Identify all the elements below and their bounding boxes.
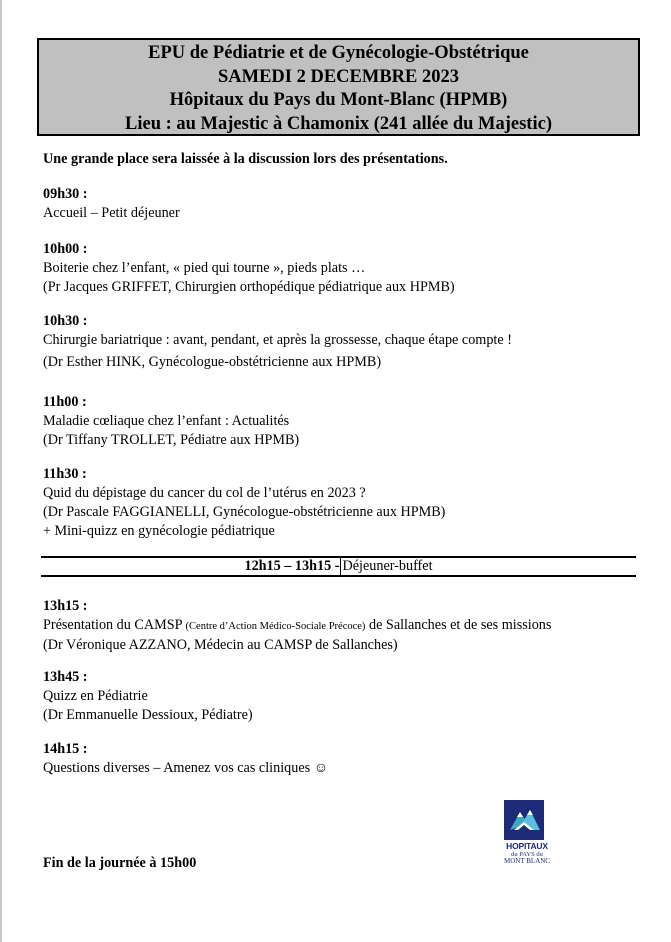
schedule-item	[43, 240, 455, 297]
schedule-item	[43, 465, 445, 541]
schedule-item	[43, 312, 512, 372]
schedule-time: 11h30 :	[43, 466, 87, 482]
schedule-time: 10h30 :	[43, 313, 88, 329]
event-title: EPU de Pédiatrie et de Gynécologie-Obstétrique	[148, 43, 529, 63]
schedule-speaker: (Dr Esther HINK, Gynécologue-obstétricienne aux HPMB)	[43, 354, 382, 370]
schedule-time: 14h15 :	[43, 741, 88, 757]
schedule-title: Quizz en Pédiatrie	[43, 688, 148, 704]
schedule-time: 13h15 :	[43, 598, 88, 614]
schedule-speaker: (Dr Emmanuelle Dessioux, Pédiatre)	[43, 707, 253, 723]
schedule-title: Chirurgie bariatrique : avant, pendant, et après la grossesse, chaque étape compte !	[43, 332, 512, 348]
end-of-day-note: Fin de la journée à 15h00	[43, 855, 197, 871]
intro-note: Une grande place sera laissée à la discussion lors des présentations.	[43, 151, 448, 167]
schedule-time: 11h00 :	[43, 394, 87, 410]
logo-text-line3: MONT BLANC	[504, 857, 550, 865]
schedule-title: Accueil – Petit déjeuner	[43, 205, 180, 221]
schedule-title: Boiterie chez l’enfant, « pied qui tourne », pieds plats …	[43, 260, 366, 276]
schedule-item	[43, 668, 253, 725]
lunch-time: 12h15 – 13h15 -	[244, 558, 340, 574]
schedule-item	[43, 393, 299, 450]
schedule-item	[43, 740, 328, 778]
schedule-title: Quid du dépistage du cancer du col de l’utérus en 2023 ?	[43, 485, 366, 501]
logo-text-line2: du PAYS du	[511, 851, 543, 858]
event-date: SAMEDI 2 DECEMBRE 2023	[217, 66, 460, 87]
schedule-title-part: Présentation du CAMSP	[43, 617, 186, 633]
schedule-title	[43, 616, 551, 636]
schedule-extra: + Mini-quizz en gynécologie pédiatrique	[43, 523, 275, 539]
schedule-speaker: (Dr Pascale FAGGIANELLI, Gynécologue-obstétricienne aux HPMB)	[43, 504, 446, 520]
event-organizer: Hôpitaux du Pays du Mont-Blanc (HPMB)	[169, 90, 508, 110]
lunch-label: Déjeuner-buffet	[342, 558, 433, 574]
schedule-item	[43, 597, 551, 655]
event-header-box	[37, 38, 640, 136]
schedule-title-acronym: (Centre d’Action Médico-Sociale Précoce)	[185, 621, 366, 632]
schedule-title: Maladie cœliaque chez l’enfant : Actualités	[43, 413, 290, 429]
logo-text-line1: HOPITAUX	[506, 841, 548, 851]
hpmb-logo	[500, 800, 554, 865]
schedule-time: 13h45 :	[43, 669, 88, 685]
lunch-break-bar	[41, 556, 636, 577]
schedule-title-part: de Sallanches et de ses missions	[365, 617, 552, 633]
schedule-item	[43, 185, 180, 223]
logo-mountain-icon	[504, 800, 544, 840]
schedule-time: 09h30 :	[43, 186, 88, 202]
event-location: Lieu : au Majestic à Chamonix (241 allée du Majestic)	[125, 113, 552, 134]
schedule-time: 10h00 :	[43, 241, 88, 257]
schedule-speaker: (Dr Tiffany TROLLET, Pédiatre aux HPMB)	[43, 432, 300, 448]
schedule-title: Questions diverses – Amenez vos cas cliniques ☺	[43, 760, 329, 776]
schedule-speaker: (Dr Véronique AZZANO, Médecin au CAMSP de Sallanches)	[43, 637, 398, 653]
schedule-speaker: (Pr Jacques GRIFFET, Chirurgien orthopédique pédiatrique aux HPMB)	[43, 279, 455, 295]
